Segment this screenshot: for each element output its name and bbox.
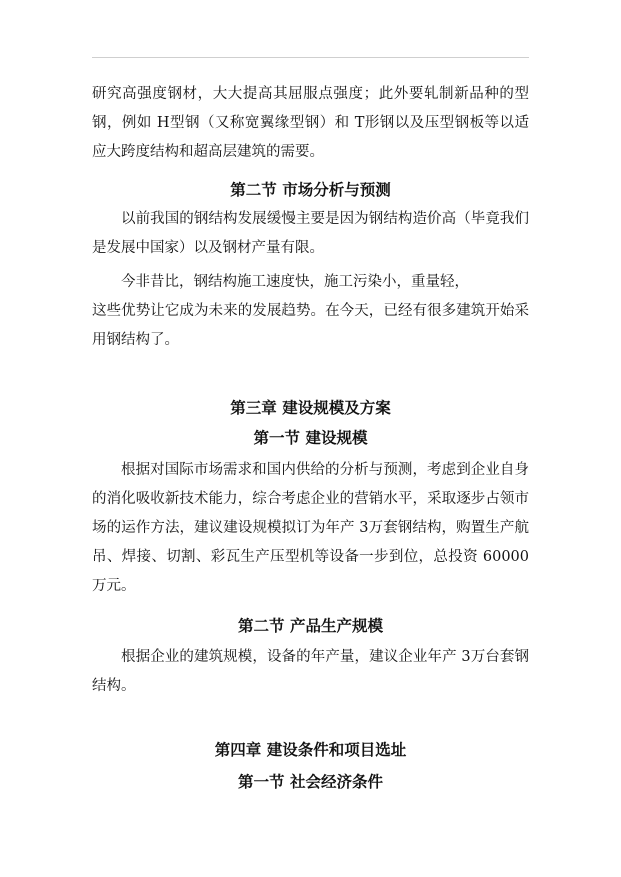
paragraph-annual-output: 根据企业的建筑规模，设备的年产量，建议企业年产 3万台套钢结构。	[92, 649, 529, 694]
section-title-production-scale: 第二节 产品生产规模	[238, 617, 383, 635]
section-title-market-analysis: 第二节 市场分析与预测	[230, 181, 391, 199]
paragraph-advantages-line1: 今非昔比，钢结构施工速度快，施工污染小，重量轻，	[121, 274, 469, 290]
paragraph-scale-plan: 根据对国际市场需求和国内供给的分析与预测，考虑到企业自身的消化吸收新技术能力，综合考虑企业的营销水平，采取逐步占领市场的运作方法，建议建设规模拟订为年产 3万套钢结构，购置生产航吊、焊接、切割、彩瓦生产压型机等设备一步到位，总投资 60000万元。	[92, 462, 529, 594]
chapter-title-construction-scale: 第三章 建设规模及方案	[230, 399, 391, 417]
chapter-title-site-conditions: 第四章 建设条件和项目选址	[214, 741, 407, 759]
paragraph-advantages-line2: 这些优势让它成为未来的发展趋势。在今天，已经有很多建筑开始采用钢结构了。	[92, 303, 529, 348]
section-title-socioeconomic: 第一节 社会经济条件	[238, 773, 383, 791]
header-rule	[92, 57, 529, 58]
section-title-construction-scale: 第一节 建设规模	[253, 429, 368, 447]
paragraph-past-development: 以前我国的钢结构发展缓慢主要是因为钢结构造价高（毕竟我们是发展中国家）以及钢材产量有限。	[92, 211, 529, 256]
paragraph-steel-research: 研究高强度钢材，大大提高其屈服点强度；此外要轧制新品种的型钢，例如 H型钢（又称宽翼缘型钢）和 T形钢以及压型钢板等以适应大跨度结构和超高层建筑的需要。	[92, 86, 529, 160]
